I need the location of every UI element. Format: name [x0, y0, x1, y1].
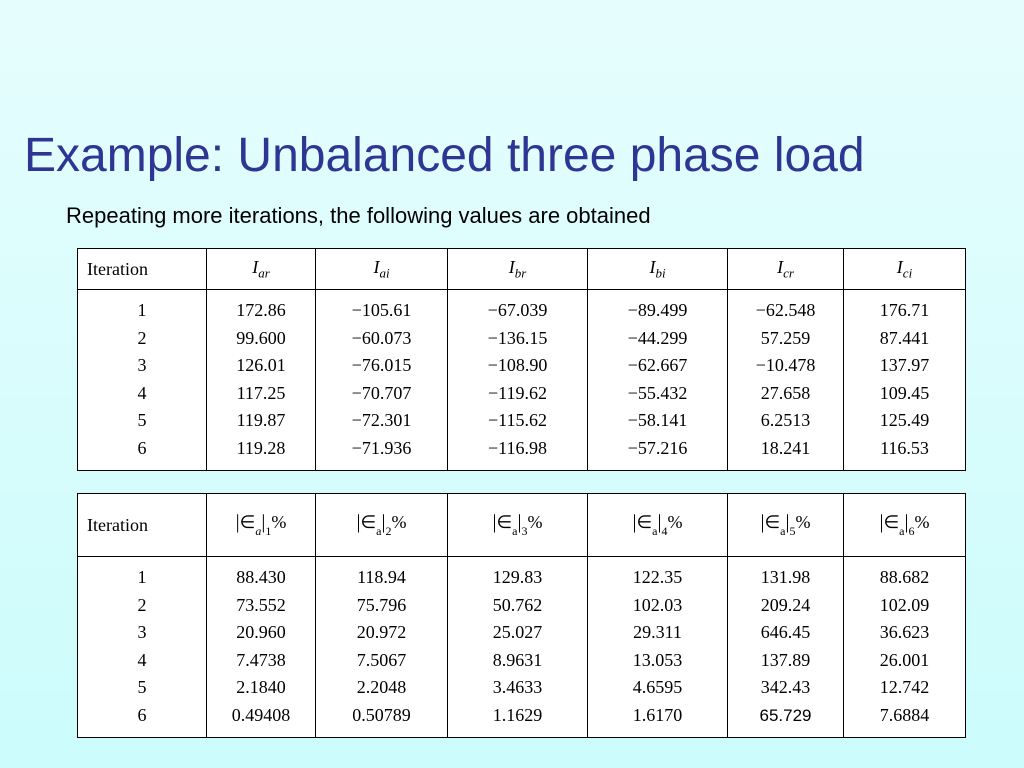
value-cell: −55.432	[627, 382, 688, 403]
value-cell: 20.960	[236, 622, 286, 642]
value-cell: 4.6595	[632, 677, 683, 697]
value-cell: 209.24	[760, 594, 811, 615]
header-error-2: $|\in_a|_2\%$	[316, 494, 448, 557]
value-cell: 8.9631	[492, 649, 543, 670]
table-header-row	[78, 249, 966, 290]
value-cell: 3.4633	[492, 677, 543, 697]
table-body-row	[78, 290, 966, 471]
value-cell: 20.972	[356, 622, 407, 642]
iai-column	[316, 290, 448, 471]
header-error-1: $|\in_a|_1\%$	[207, 494, 316, 557]
header-ibr: $I_{br}$	[448, 249, 588, 290]
value-cell: −116.98	[488, 437, 547, 458]
value-cell: 137.89	[760, 649, 811, 670]
value-cell: 7.6884	[879, 704, 930, 725]
error-4-column	[588, 557, 728, 738]
value-cell: 57.259	[760, 327, 811, 348]
value-cell: 73.552	[236, 594, 286, 615]
value-cell: 2.1840	[236, 677, 286, 697]
value-cell: 126.01	[236, 355, 286, 375]
iteration-cell: 4	[137, 649, 147, 670]
value-cell: 116.53	[880, 437, 929, 458]
value-cell: 7.4738	[236, 649, 286, 670]
iteration-cell: 1	[137, 300, 147, 320]
value-cell: 172.86	[236, 300, 286, 320]
value-cell: 131.98	[760, 567, 811, 587]
iteration-cell: 4	[137, 382, 147, 403]
value-cell: 176.71	[879, 300, 930, 320]
value-cell: 88.682	[879, 567, 930, 587]
ibi-column	[588, 290, 728, 471]
value-cell: 118.94	[357, 567, 406, 587]
header-error-4: $|\in_a|_4\%$	[588, 494, 728, 557]
value-cell: 117.25	[236, 382, 286, 403]
value-cell: −108.90	[487, 355, 548, 375]
value-cell: 1.6170	[632, 704, 683, 725]
value-cell: 87.441	[879, 327, 930, 348]
error-values-table	[77, 493, 966, 738]
value-cell: −44.299	[627, 327, 688, 348]
value-cell: −89.499	[627, 300, 688, 320]
value-cell: −62.667	[627, 355, 688, 375]
header-iar: $I_{ar}$	[207, 249, 316, 290]
value-cell: 646.45	[760, 622, 811, 642]
value-cell: 26.001	[879, 649, 930, 670]
value-cell: 6.2513	[760, 410, 811, 430]
value-cell: 0.49408	[231, 704, 291, 725]
value-cell: −115.62	[488, 410, 547, 430]
iteration-header: Iteration	[78, 249, 207, 290]
value-cell: 99.600	[236, 327, 286, 348]
iteration-cell: 6	[137, 437, 147, 458]
value-cell: 102.09	[879, 594, 930, 615]
value-cell: 65.729	[759, 705, 812, 725]
value-cell: 2.2048	[356, 677, 407, 697]
value-cell: 342.43	[760, 677, 811, 697]
iteration-column	[78, 290, 207, 471]
value-cell: 88.430	[236, 567, 286, 587]
ibr-column	[448, 290, 588, 471]
value-cell: 122.35	[632, 567, 683, 587]
header-ibi: $I_{bi}$	[588, 249, 728, 290]
table-header-row	[78, 494, 966, 557]
iar-column	[207, 290, 316, 471]
error-6-column	[844, 557, 966, 738]
value-cell: 129.83	[492, 567, 543, 587]
header-iai: $I_{ai}$	[316, 249, 448, 290]
value-cell: 25.027	[492, 622, 543, 642]
value-cell: −60.073	[351, 327, 412, 348]
value-cell: −57.216	[627, 437, 688, 458]
header-error-3: $|\in_a|_3\%$	[448, 494, 588, 557]
header-error-6: $|\in_a|_6\%$	[844, 494, 966, 557]
iteration-cell: 3	[137, 355, 147, 375]
value-cell: −70.707	[351, 382, 412, 403]
value-cell: −105.61	[351, 300, 412, 320]
ici-column	[844, 290, 966, 471]
value-cell: 12.742	[879, 677, 930, 697]
value-cell: 7.5067	[356, 649, 407, 670]
table-body-row	[78, 557, 966, 738]
value-cell: 125.49	[879, 410, 930, 430]
current-values-table	[77, 248, 966, 471]
error-3-column	[448, 557, 588, 738]
iteration-cell: 2	[137, 594, 147, 615]
value-cell: −72.301	[351, 410, 412, 430]
value-cell: 119.87	[236, 410, 286, 430]
value-cell: 27.658	[760, 382, 811, 403]
icr-column	[728, 290, 844, 471]
error-5-column	[728, 557, 844, 738]
value-cell: 137.97	[879, 355, 930, 375]
iteration-cell: 6	[137, 704, 147, 725]
value-cell: −62.548	[755, 300, 816, 320]
value-cell: −119.62	[488, 382, 547, 403]
value-cell: 29.311	[633, 622, 682, 642]
header-icr: $I_{cr}$	[728, 249, 844, 290]
error-2-column	[316, 557, 448, 738]
value-cell: −71.936	[351, 437, 412, 458]
slide-subtitle: Repeating more iterations, the following values are obtained	[66, 203, 651, 228]
slide-title: Example: Unbalanced three phase load	[24, 129, 865, 182]
error-1-column	[207, 557, 316, 738]
value-cell: 0.50789	[352, 704, 411, 725]
value-cell: 18.241	[760, 437, 811, 458]
value-cell: 36.623	[879, 622, 930, 642]
value-cell: 119.28	[236, 437, 286, 458]
value-cell: 50.762	[492, 594, 543, 615]
value-cell: 13.053	[632, 649, 683, 670]
value-cell: −136.15	[487, 327, 548, 348]
value-cell: 75.796	[356, 594, 407, 615]
iteration-header: Iteration	[78, 494, 207, 557]
value-cell: −67.039	[487, 300, 548, 320]
value-cell: 109.45	[879, 382, 930, 403]
iteration-cell: 5	[137, 677, 147, 697]
value-cell: 1.1629	[492, 704, 543, 725]
iteration-cell: 5	[137, 410, 147, 430]
value-cell: 102.03	[632, 594, 683, 615]
header-ici: $I_{ci}$	[844, 249, 966, 290]
value-cell: −10.478	[755, 355, 816, 375]
iteration-cell: 3	[137, 622, 147, 642]
value-cell: −76.015	[351, 355, 412, 375]
value-cell: −58.141	[627, 410, 688, 430]
iteration-cell: 1	[137, 567, 147, 587]
iteration-column	[78, 557, 207, 738]
iteration-cell: 2	[137, 327, 147, 348]
header-error-5: $|\in_a|_5\%$	[728, 494, 844, 557]
